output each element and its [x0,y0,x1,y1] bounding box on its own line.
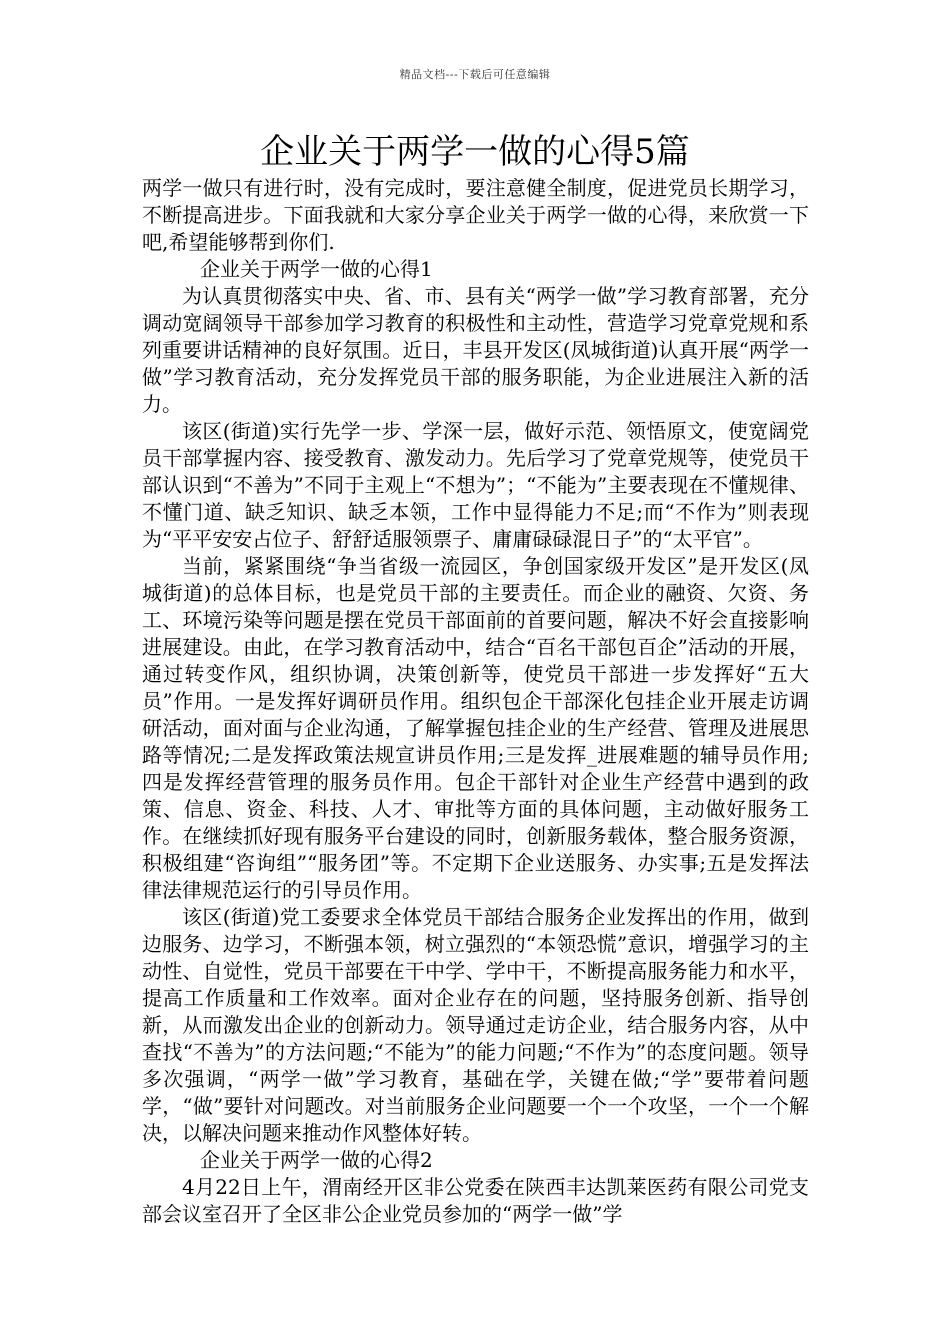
document-body [142,175,809,1228]
page-header-note: 精品文档---下载后可任意编辑 [399,68,551,81]
section1-paragraph: 该区(街道)党工委要求全体党员干部结合服务企业发挥出的作用，做到边服务、边学习，不断强本领，树立强烈的“本领恐慌”意识，增强学习的主动性、自觉性，党员干部要在干中学、学中干，不断提高服务能力和水平，提高工作质量和工作效率。面对企业存在的问题，坚持服务创新、指导创新，从而激发出企业的创新动力。领导通过走访企业，结合服务内容，从中查找“不善为”的方法问题;“不能为”的能力问题;“不作为”的态度问题。领导多次强调，“两学一做”学习教育，基础在学，关键在做;“学”要带着问题学，“做”要针对问题改。对当前服务企业问题要一个一个攻坚，一个一个解决，以解决问题来推动作风整体好转。 [142,905,809,1145]
section1-paragraph: 当前，紧紧围绕“争当省级一流园区，争创国家级开发区”是开发区(凤城街道)的总体目标，也是党员干部的主要责任。而企业的融资、欠资、务工、环境污染等问题是摆在党员干部面前的首要问题，解决不好会直接影响进展建设。由此，在学习教育活动中，结合“百名干部包百企”活动的开展，通过转变作风，组织协调，决策创新等，使党员干部进一步发挥好“五大员”作用。一是发挥好调研员作用。组织包企干部深化包挂企业开展走访调研活动，面对面与企业沟通，了解掌握包挂企业的生产经营、管理及进展思路等情况;二是发挥政策法规宣讲员作用;三是发挥_进展难题的辅导员作用;四是发挥经营管理的服务员作用。包企干部针对企业生产经营中遇到的政策、信息、资金、科技、人才、审批等方面的具体问题，主动做好服务工作。在继续抓好现有服务平台建设的同时，创新服务载体，整合服务资源，积极组建“咨询组”“服务团”等。不定期下企业送服务、办实事;五是发挥法律法律规范运行的引导员作用。 [142,554,809,902]
section2-paragraph: 4月22日上午，渭南经开区非公党委在陕西丰达凯莱医药有限公司党支部会议室召开了全区非公企业党员参加的“两学一做”学 [142,1175,809,1226]
section1-paragraph: 为认真贯彻落实中央、省、市、县有关“两学一做”学习教育部署，充分调动宽阔领导干部参加学习教育的积极性和主动性，营造学习党章党规和系列重要讲话精神的良好氛围。近日，丰县开发区(凤城街道)认真开展“两学一做”学习教育活动，充分发挥党员干部的服务职能，为企业进展注入新的活力。 [142,284,809,416]
section-heading-1: 企业关于两学一做的心得1 [200,257,433,281]
section1-paragraph: 该区(街道)实行先学一步、学深一层，做好示范、领悟原文，使宽阔党员干部掌握内容、接受教育、激发动力。先后学习了党章党规等，使党员干部认识到“不善为”不同于主观上“不想为”；“不能为”主要表现在不懂规律、不懂门道、缺乏知识、缺乏本领，工作中显得能力不足;而“不作为”则表现为“平平安安占位子、舒舒适服领票子、庸庸碌碌混日子”的“太平官”。 [142,419,809,551]
intro-paragraph: 两学一做只有进行时，没有完成时，要注意健全制度，促进党员长期学习，不断提高进步。下面我就和大家分享企业关于两学一做的心得，来欣赏一下吧,希望能够帮到你们. [142,176,809,254]
document-title: 企业关于两学一做的心得5篇 [260,132,690,172]
section-heading-2: 企业关于两学一做的心得2 [200,1148,433,1172]
